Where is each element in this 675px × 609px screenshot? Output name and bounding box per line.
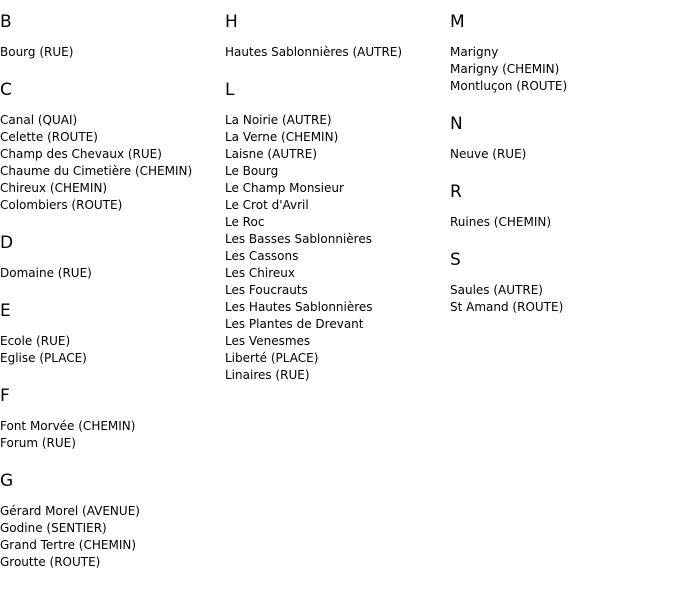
street-list: [450, 214, 675, 231]
street-list-item: Groutte (ROUTE): [0, 555, 101, 569]
street-list-item: Les Plantes de Drevant: [225, 317, 364, 331]
street-list-item: Chaume du Cimetière (CHEMIN): [0, 164, 193, 178]
street-list-item: Champ des Chevaux (RUE): [0, 147, 162, 161]
letter-heading: S: [450, 250, 461, 270]
letter-heading: R: [450, 182, 462, 202]
street-list-item: La Verne (CHEMIN): [225, 130, 339, 144]
street-list-item: Neuve (RUE): [450, 147, 527, 161]
letter-heading: F: [0, 386, 10, 406]
letter-group-n: [450, 112, 675, 163]
street-list-item: Le Crot d'Avril: [225, 198, 309, 212]
street-list-item: Laisne (AUTRE): [225, 147, 318, 161]
street-list-item: Celette (ROUTE): [0, 130, 98, 144]
letter-heading: M: [450, 12, 465, 32]
letter-group-r: [450, 180, 675, 231]
letter-group-h: [225, 10, 450, 61]
street-list-item: Chireux (CHEMIN): [0, 181, 108, 195]
street-list-item: Le Champ Monsieur: [225, 181, 344, 195]
street-list-item: Font Morvée (CHEMIN): [0, 419, 136, 433]
letter-group-g: [0, 469, 225, 571]
letter-heading: N: [450, 114, 463, 134]
street-list-item: Les Basses Sablonnières: [225, 232, 372, 246]
street-list-item: Colombiers (ROUTE): [0, 198, 123, 212]
street-list: [0, 503, 225, 571]
street-list-item: St Amand (ROUTE): [450, 300, 564, 314]
letter-heading: D: [0, 233, 14, 253]
street-list: [0, 418, 225, 452]
street-list-item: Bourg (RUE): [0, 45, 74, 59]
street-list-item: Eglise (PLACE): [0, 351, 87, 365]
letter-group-f: [0, 384, 225, 452]
street-list-item: Linaires (RUE): [225, 368, 310, 382]
street-list-item: Saules (AUTRE): [450, 283, 543, 297]
letter-group-c: [0, 78, 225, 214]
letter-heading: E: [0, 301, 11, 321]
street-list-item: Les Foucrauts: [225, 283, 308, 297]
street-list-item: Godine (SENTIER): [0, 521, 107, 535]
street-list-item: Domaine (RUE): [0, 266, 92, 280]
street-list-item: Forum (RUE): [0, 436, 76, 450]
street-list: [225, 44, 450, 61]
letter-heading: L: [225, 80, 235, 100]
street-list-item: Ruines (CHEMIN): [450, 215, 552, 229]
street-list-item: Le Bourg: [225, 164, 279, 178]
street-list-item: Montluçon (ROUTE): [450, 79, 568, 93]
street-list: [225, 112, 450, 384]
street-list: [0, 44, 225, 61]
street-list-item: Liberté (PLACE): [225, 351, 319, 365]
letter-heading: H: [225, 12, 238, 32]
street-list-item: Marigny: [450, 45, 499, 59]
letter-group-m: [450, 10, 675, 95]
street-list-item: Les Hautes Sablonnières: [225, 300, 373, 314]
street-list-item: Les Venesmes: [225, 334, 311, 348]
street-list-item: La Noirie (AUTRE): [225, 113, 332, 127]
street-list-item: Hautes Sablonnières (AUTRE): [225, 45, 403, 59]
letter-heading: C: [0, 80, 12, 100]
street-list-item: Gérard Morel (AVENUE): [0, 504, 140, 518]
street-list-item: Les Cassons: [225, 249, 299, 263]
street-list-item: Marigny (CHEMIN): [450, 62, 560, 76]
street-list-item: Grand Tertre (CHEMIN): [0, 538, 137, 552]
index-column-1: [0, 10, 225, 588]
letter-group-e: [0, 299, 225, 367]
index-column-2: [225, 10, 450, 401]
letter-group-b: [0, 10, 225, 61]
street-list-item: Ecole (RUE): [0, 334, 71, 348]
letter-heading: G: [0, 471, 14, 491]
street-list-item: Le Roc: [225, 215, 265, 229]
letter-group-s: [450, 248, 675, 316]
letter-group-d: [0, 231, 225, 282]
street-list-item: Les Chireux: [225, 266, 296, 280]
street-list: [450, 146, 675, 163]
index-column-3: [450, 10, 675, 333]
street-list: [0, 112, 225, 214]
street-list: [0, 265, 225, 282]
street-list: [0, 333, 225, 367]
street-list: [450, 44, 675, 95]
street-list-item: Canal (QUAI): [0, 113, 78, 127]
street-list: [450, 282, 675, 316]
letter-heading: B: [0, 12, 12, 32]
letter-group-l: [225, 78, 450, 384]
